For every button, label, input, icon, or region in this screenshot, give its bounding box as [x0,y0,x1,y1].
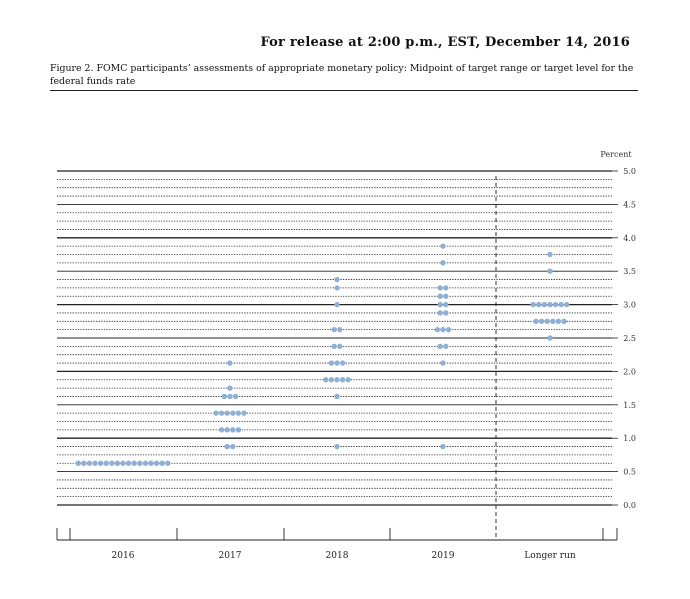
participant-dot [132,461,137,466]
participant-dot [98,461,103,466]
participant-dot [443,302,448,307]
participant-dot [533,319,538,324]
participant-dot [213,410,218,415]
y-axis-tick-labels [612,167,636,510]
participant-dot [556,319,561,324]
y-tick-label: 4.0 [623,233,636,243]
participant-dot [346,377,351,382]
participant-dot [230,444,235,449]
y-tick-label: 1.0 [623,434,636,444]
participant-dot [340,360,345,365]
participant-dot [334,277,339,282]
participant-dot [564,302,569,307]
y-tick-label: 3.5 [623,267,636,277]
participant-dot [225,427,230,432]
participant-dot [334,302,339,307]
participant-dot [222,394,227,399]
participant-dot [539,319,544,324]
participant-dot [225,444,230,449]
release-notice: For release at 2:00 p.m., EST, December 14, 2016 [260,35,630,50]
x-category-label: 2018 [325,551,349,561]
participant-dot [337,344,342,349]
participant-dot [547,269,552,274]
participant-dot [219,427,224,432]
y-axis-unit-label: Percent [600,150,632,159]
participant-dot [126,461,131,466]
participant-dot [561,319,566,324]
participant-dot [92,461,97,466]
participant-dot [236,410,241,415]
participant-dot [531,302,536,307]
participant-dot [227,360,232,365]
participant-dot [438,285,443,290]
y-tick-label: 2.0 [623,367,636,377]
participant-dot [334,377,339,382]
participant-dot [148,461,153,466]
participant-dot [236,427,241,432]
figure-caption: Figure 2. FOMC participants’ assessments of appropriate monetary policy: Midpoint of target range or target level for the federal funds rate [50,62,638,91]
participant-dot [323,377,328,382]
participant-dot [160,461,165,466]
y-tick-label: 3.0 [623,300,636,310]
participant-dot [440,444,445,449]
participant-dot [227,394,232,399]
y-tick-label: 5.0 [623,167,636,176]
participant-dot [334,285,339,290]
participant-dot [446,327,451,332]
participant-dot [230,427,235,432]
participant-dot [334,444,339,449]
participant-dot [230,410,235,415]
participant-dot [536,302,541,307]
participant-dot [109,461,114,466]
x-category-label: 2017 [218,551,242,561]
x-category-label: 2016 [111,551,135,561]
participant-dot [545,319,550,324]
participant-dot [438,294,443,299]
participant-dot [550,319,555,324]
participant-dot [225,410,230,415]
participant-dot [334,394,339,399]
participant-dot [337,327,342,332]
participant-dot [559,302,564,307]
participant-dot [241,410,246,415]
participant-dot [233,394,238,399]
participant-dot [438,310,443,315]
participant-dot [329,360,334,365]
participant-dot [332,344,337,349]
y-tick-label: 1.5 [623,400,636,410]
participant-dot [227,385,232,390]
participant-dot [443,310,448,315]
participant-dot [120,461,125,466]
participant-dot [435,327,440,332]
participant-dot [219,410,224,415]
participant-dot [332,327,337,332]
participant-dot [115,461,120,466]
x-category-label: 2019 [431,551,455,561]
x-category-label: Longer run [524,551,576,561]
participant-dot [87,461,92,466]
y-tick-label: 0.0 [623,501,636,510]
participant-dot [81,461,86,466]
y-tick-label: 2.5 [623,334,636,343]
participant-dot [440,260,445,265]
gridlines [57,171,612,505]
y-tick-label: 4.5 [623,200,636,210]
participant-dot [440,327,445,332]
participant-dot [547,335,552,340]
participant-dot [137,461,142,466]
participant-dot [440,360,445,365]
participant-dot [76,461,81,466]
participant-dot [438,344,443,349]
participant-dot [443,294,448,299]
participant-dot [334,360,339,365]
participant-dot [438,302,443,307]
participant-dot [553,302,558,307]
y-tick-label: 0.5 [623,467,636,477]
participant-dot [443,344,448,349]
participant-dot [329,377,334,382]
participant-dot [340,377,345,382]
participant-dot [542,302,547,307]
participant-dot [104,461,109,466]
participant-dot [547,302,552,307]
x-axis [57,528,617,561]
participant-dot [547,252,552,257]
participant-dot [165,461,170,466]
participant-dot [143,461,148,466]
participant-dot [154,461,159,466]
participant-dot [443,285,448,290]
participant-dot [440,243,445,248]
